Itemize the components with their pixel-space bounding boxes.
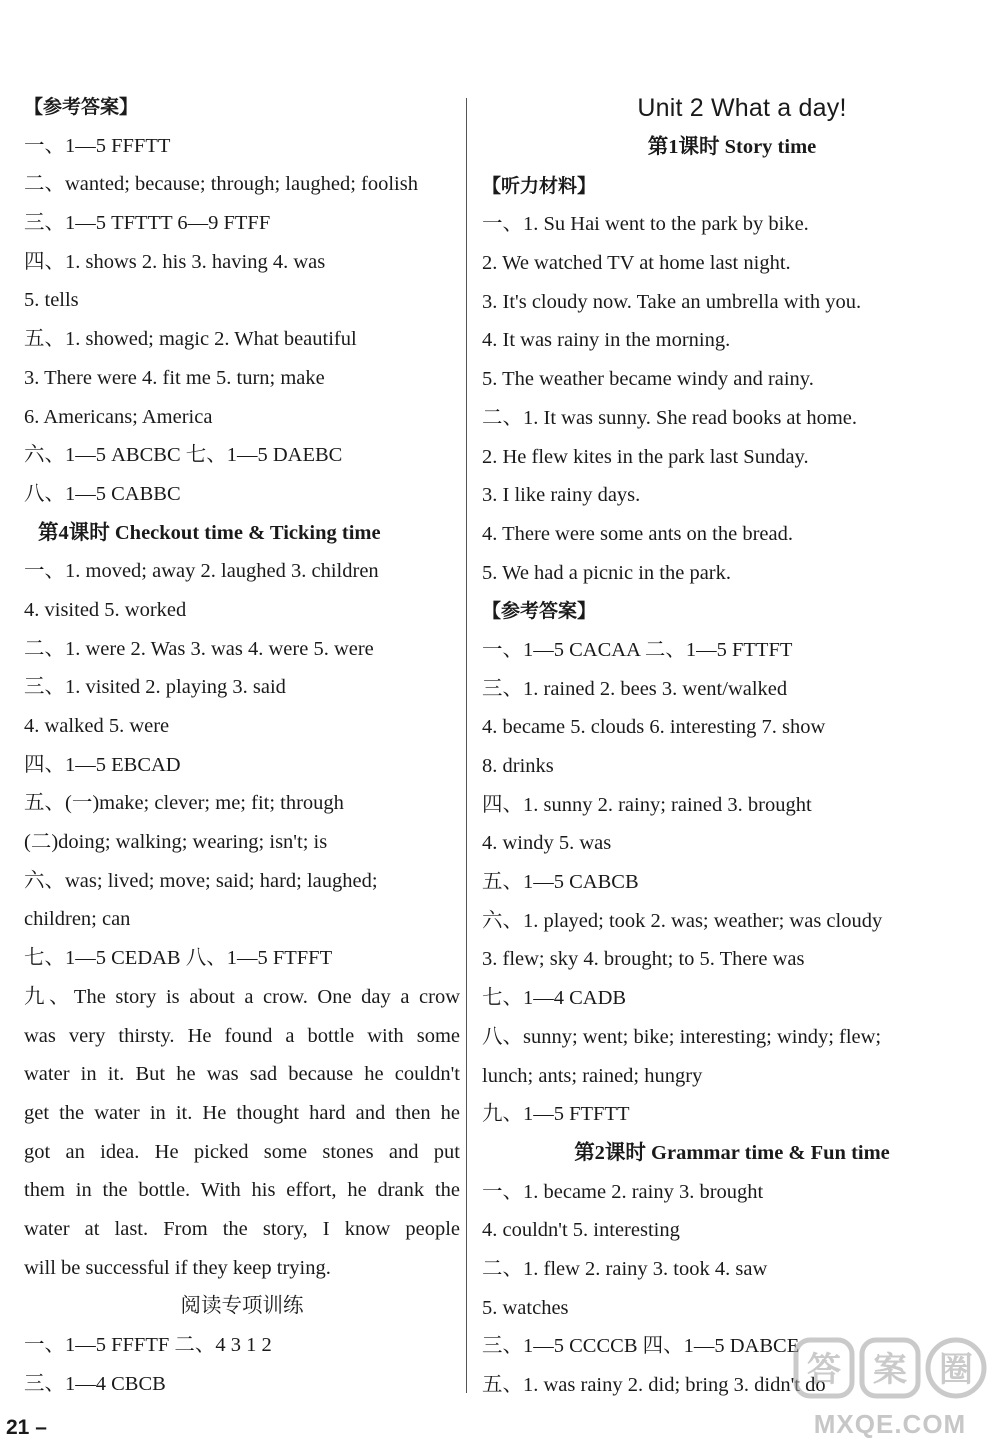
answer-line: 四、1—5 EBCAD	[24, 753, 181, 776]
answer-line: 七、1—5 CEDAB 八、1—5 FTFFT	[24, 947, 333, 970]
answer-line: 四、1. sunny 2. rainy; rained 3. brought	[482, 793, 812, 816]
lesson-heading: 第1课时 Story time	[647, 136, 817, 158]
answer-line: 5. We had a picnic in the park.	[482, 561, 732, 584]
answer-line: 6. Americans; America	[24, 405, 213, 428]
right-column-lines	[482, 128, 982, 1405]
answer-line: 4. couldn't 5. interesting	[482, 1219, 680, 1242]
left-column	[24, 88, 460, 1403]
lesson-heading: 第4课时 Checkout time & Ticking time	[38, 521, 381, 544]
answer-line: 二、wanted; because; through; laughed; foolish	[24, 173, 418, 196]
answer-line: 8. drinks	[482, 755, 554, 777]
essay-line: them in the bottle. With his effort, he drank the	[24, 1179, 460, 1202]
answer-line: 一、1. Su Hai went to the park by bike.	[482, 213, 809, 236]
essay-line: will be successful if they keep trying.	[24, 1256, 331, 1279]
page-number: 21 –	[6, 1416, 47, 1439]
lesson-heading: 第2课时 Grammar time & Fun time	[574, 1141, 890, 1164]
answer-line: 2. We watched TV at home last night.	[482, 252, 791, 275]
answer-line: 2. He flew kites in the park last Sunday.	[482, 445, 809, 468]
answer-line: 五、1—5 CABCB	[482, 871, 639, 894]
essay-line: water at last. From the story, I know people	[24, 1217, 460, 1240]
essay-line: get the water in it. He thought hard and then he	[24, 1101, 460, 1124]
answer-line: 五、1. showed; magic 2. What beautiful	[24, 328, 357, 351]
answer-line: 5. tells	[24, 289, 79, 312]
watermark-url: MXQE.COM	[813, 1409, 967, 1439]
answer-line: 3. It's cloudy now. Take an umbrella with you.	[482, 290, 862, 313]
answer-line: children; can	[24, 908, 131, 931]
answer-line: 五、1. was rainy 2. did; bring 3. didn't do	[482, 1374, 826, 1396]
watermark-char-3: 圈	[939, 1350, 973, 1390]
answer-line: 二、1. It was sunny. She read books at home.	[482, 406, 858, 429]
unit-title: Unit 2 What a day!	[637, 94, 847, 122]
section-heading: 【参考答案】	[24, 96, 139, 118]
answer-line: 3. flew; sky 4. brought; to 5. There was	[482, 948, 805, 971]
essay-line: water in it. But he was sad because he couldn't	[24, 1063, 460, 1086]
answer-line: 一、1—5 FFFTT	[24, 134, 171, 157]
answer-line: 六、1. played; took 2. was; weather; was cloudy	[482, 909, 883, 932]
answer-line: 4. It was rainy in the morning.	[482, 329, 731, 352]
answer-line: 二、1. were 2. Was 3. was 4. were 5. were	[24, 637, 374, 660]
section-heading: 【参考答案】	[482, 600, 597, 623]
answer-line: 六、1—5 ABCBC 七、1—5 DAEBC	[24, 444, 343, 467]
right-column	[482, 88, 982, 1405]
answer-line: 六、was; lived; move; said; hard; laughed;	[24, 869, 378, 892]
answer-line: 4. became 5. clouds 6. interesting 7. show	[482, 716, 826, 739]
answer-line: 4. visited 5. worked	[24, 598, 187, 621]
essay-line: was very thirsty. He found a bottle with some	[24, 1024, 460, 1047]
answer-line: 四、1. shows 2. his 3. having 4. was	[24, 250, 326, 273]
answer-line: 5. The weather became windy and rainy.	[482, 368, 814, 391]
answer-line: 七、1—4 CADB	[482, 987, 627, 1010]
watermark-logo	[790, 1330, 990, 1440]
answer-line: 5. watches	[482, 1296, 569, 1319]
answer-line: (二)doing; walking; wearing; isn't; is	[24, 831, 328, 854]
answer-line: 一、1—5 CACAA 二、1—5 FTTFT	[482, 638, 793, 661]
answer-line: 一、1—5 FFFTF 二、4 3 1 2	[24, 1334, 272, 1356]
watermark-char-2: 案	[873, 1350, 907, 1390]
answer-line: 3. There were 4. fit me 5. turn; make	[24, 366, 325, 389]
answer-line: 三、1—4 CBCB	[24, 1372, 166, 1395]
watermark-logo-icon	[790, 1330, 990, 1410]
watermark-char-1: 答	[807, 1350, 841, 1390]
answer-line: 三、1. rained 2. bees 3. went/walked	[482, 677, 788, 700]
answer-line: 4. windy 5. was	[482, 832, 612, 855]
answer-line: 4. walked 5. were	[24, 715, 170, 737]
answer-line: 一、1. became 2. rainy 3. brought	[482, 1180, 764, 1203]
answer-line: 二、1. flew 2. rainy 3. took 4. saw	[482, 1257, 768, 1280]
section-title: 阅读专项训练	[180, 1295, 304, 1318]
essay-line: 九、The story is about a crow. One day a crow	[24, 985, 460, 1008]
answer-line: 4. There were some ants on the bread.	[482, 522, 793, 545]
answer-line: 3. I like rainy days.	[482, 484, 641, 507]
answer-line: 三、1—5 CCCCB 四、1—5 DABCE	[482, 1335, 800, 1358]
answer-line: 一、1. moved; away 2. laughed 3. children	[24, 560, 379, 583]
answer-line: lunch; ants; rained; hungry	[482, 1064, 703, 1087]
essay-line: got an idea. He picked some stones and put	[24, 1140, 460, 1163]
column-divider	[466, 98, 467, 1393]
answer-line: 八、sunny; went; bike; interesting; windy; flew;	[482, 1025, 882, 1048]
answer-line: 三、1. visited 2. playing 3. said	[24, 676, 286, 699]
answer-line: 九、1—5 FTFTT	[482, 1103, 630, 1126]
answer-line: 三、1—5 TFTTT 6—9 FTFF	[24, 212, 271, 235]
answer-line: 五、(一)make; clever; me; fit; through	[24, 792, 344, 815]
answer-line: 八、1—5 CABBC	[24, 482, 181, 505]
section-heading: 【听力材料】	[482, 174, 597, 197]
